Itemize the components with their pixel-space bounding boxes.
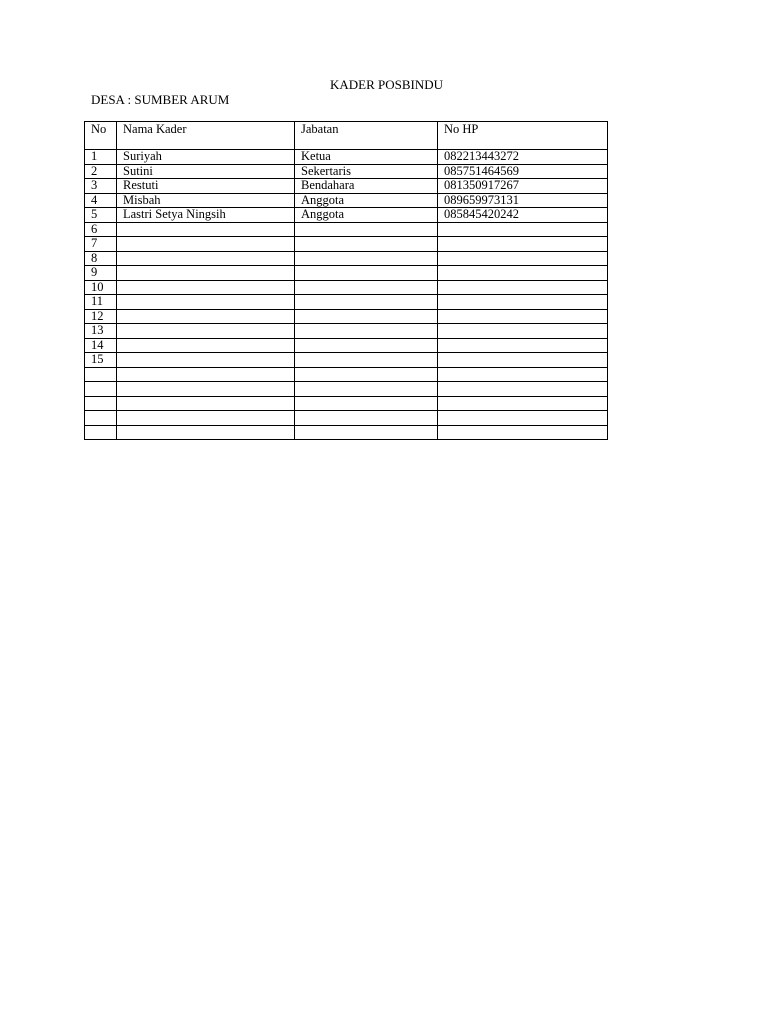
table-row [85, 367, 608, 382]
cell-no-hp [438, 411, 608, 426]
table-row [85, 179, 608, 194]
cell-nama-kader [117, 382, 295, 397]
table-row [85, 425, 608, 440]
cell-nama-kader [117, 353, 295, 368]
desa-separator: : [127, 92, 132, 107]
cell-jabatan: Bendahara [295, 179, 438, 194]
cell-jabatan [295, 425, 438, 440]
cell-no-hp: 085751464569 [438, 164, 608, 179]
cell-nama-kader [117, 338, 295, 353]
cell-nama-kader [117, 222, 295, 237]
cell-nama-kader: Suriyah [117, 150, 295, 165]
cell-no-hp [438, 309, 608, 324]
cell-no-hp [438, 338, 608, 353]
table-row [85, 150, 608, 165]
cell-no-hp [438, 425, 608, 440]
cell-no: 10 [85, 280, 117, 295]
cell-jabatan [295, 251, 438, 266]
cell-jabatan [295, 295, 438, 310]
cell-nama-kader [117, 280, 295, 295]
cell-jabatan [295, 353, 438, 368]
cell-jabatan [295, 237, 438, 252]
cell-no: 11 [85, 295, 117, 310]
table-body [85, 150, 608, 440]
cell-nama-kader [117, 425, 295, 440]
cell-no-hp: 081350917267 [438, 179, 608, 194]
cell-no-hp [438, 251, 608, 266]
cell-jabatan [295, 309, 438, 324]
desa-value: SUMBER ARUM [134, 92, 230, 107]
cell-jabatan: Anggota [295, 208, 438, 223]
cell-nama-kader: Lastri Setya Ningsih [117, 208, 295, 223]
header-jabatan: Jabatan [295, 122, 438, 150]
table-row [85, 324, 608, 339]
cell-no [85, 425, 117, 440]
cell-no: 12 [85, 309, 117, 324]
cell-no-hp [438, 280, 608, 295]
cell-no-hp [438, 295, 608, 310]
cell-nama-kader [117, 295, 295, 310]
kader-table [84, 121, 608, 440]
cell-jabatan: Anggota [295, 193, 438, 208]
table-row [85, 164, 608, 179]
table-row [85, 193, 608, 208]
cell-no-hp [438, 382, 608, 397]
cell-jabatan [295, 382, 438, 397]
cell-no: 15 [85, 353, 117, 368]
header-nama-kader: Nama Kader [117, 122, 295, 150]
table-row [85, 237, 608, 252]
cell-no: 7 [85, 237, 117, 252]
cell-no: 4 [85, 193, 117, 208]
cell-no-hp [438, 396, 608, 411]
cell-nama-kader [117, 367, 295, 382]
document-title: KADER POSBINDU [330, 77, 444, 92]
cell-jabatan [295, 367, 438, 382]
cell-no: 5 [85, 208, 117, 223]
cell-no-hp [438, 222, 608, 237]
cell-nama-kader: Sutini [117, 164, 295, 179]
table-row [85, 411, 608, 426]
cell-no: 6 [85, 222, 117, 237]
cell-no: 3 [85, 179, 117, 194]
cell-jabatan [295, 280, 438, 295]
table-row [85, 382, 608, 397]
cell-no [85, 367, 117, 382]
cell-nama-kader: Misbah [117, 193, 295, 208]
cell-nama-kader [117, 237, 295, 252]
cell-no: 2 [85, 164, 117, 179]
cell-no: 9 [85, 266, 117, 281]
cell-nama-kader [117, 309, 295, 324]
cell-jabatan [295, 266, 438, 281]
cell-no-hp: 089659973131 [438, 193, 608, 208]
table-row [85, 338, 608, 353]
cell-no-hp [438, 367, 608, 382]
cell-no-hp: 085845420242 [438, 208, 608, 223]
cell-jabatan [295, 396, 438, 411]
cell-nama-kader [117, 324, 295, 339]
table-row [85, 295, 608, 310]
cell-no: 14 [85, 338, 117, 353]
cell-no-hp: 082213443272 [438, 150, 608, 165]
cell-jabatan [295, 338, 438, 353]
cell-no-hp [438, 353, 608, 368]
cell-no-hp [438, 266, 608, 281]
table-row [85, 251, 608, 266]
desa-line [91, 92, 229, 108]
cell-no [85, 396, 117, 411]
desa-label: DESA [91, 92, 125, 107]
cell-no: 8 [85, 251, 117, 266]
cell-no: 1 [85, 150, 117, 165]
cell-nama-kader [117, 266, 295, 281]
cell-jabatan: Ketua [295, 150, 438, 165]
cell-nama-kader [117, 251, 295, 266]
cell-jabatan [295, 324, 438, 339]
cell-no-hp [438, 237, 608, 252]
table-row [85, 353, 608, 368]
table-row [85, 309, 608, 324]
cell-jabatan [295, 411, 438, 426]
table-row [85, 208, 608, 223]
table-row [85, 280, 608, 295]
cell-nama-kader [117, 411, 295, 426]
cell-jabatan: Sekertaris [295, 164, 438, 179]
cell-nama-kader [117, 396, 295, 411]
cell-no [85, 411, 117, 426]
cell-nama-kader: Restuti [117, 179, 295, 194]
table-header-row [85, 122, 608, 150]
cell-no-hp [438, 324, 608, 339]
cell-no [85, 382, 117, 397]
cell-jabatan [295, 222, 438, 237]
table-row [85, 266, 608, 281]
header-no: No [85, 122, 117, 150]
table-row [85, 396, 608, 411]
table-row [85, 222, 608, 237]
cell-no: 13 [85, 324, 117, 339]
header-no-hp: No HP [438, 122, 608, 150]
